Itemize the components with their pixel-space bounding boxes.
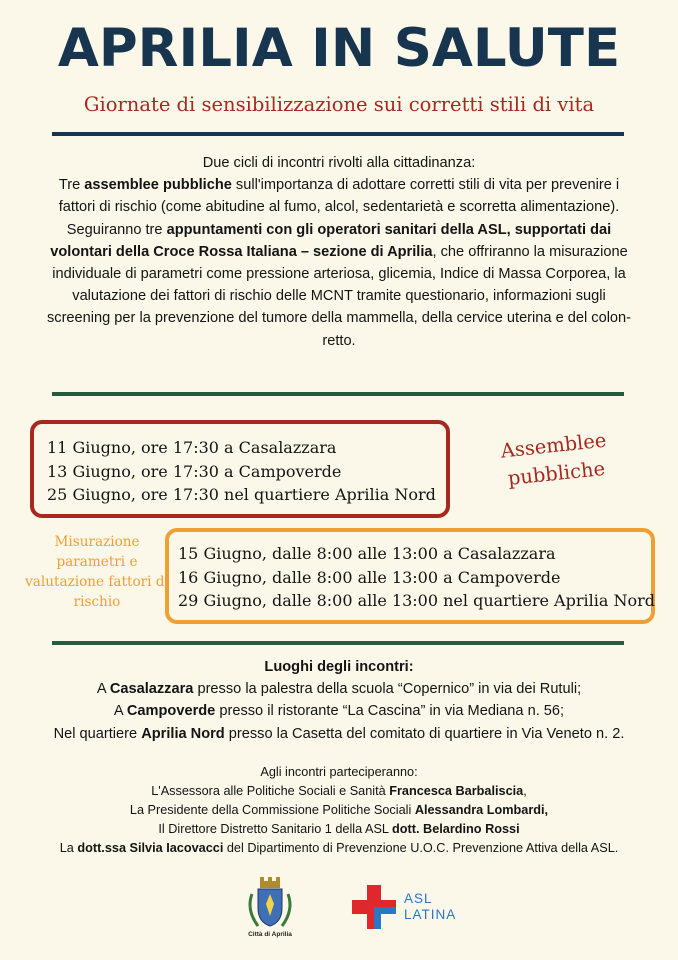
divider-middle: [52, 392, 624, 396]
asl-logo: [352, 885, 472, 929]
city-crest-icon: [244, 876, 296, 932]
intro-assemblies: Tre assemblee pubbliche sull'importanza di adottare corretti stili di vita per prevenire i fattori di rischio (come abitudine al fumo, alcol, sedentarietà e scorretta alimentazione).: [58, 177, 620, 216]
assemblies-label: Assemblee pubbliche: [499, 428, 608, 490]
medical-cross-icon: [352, 885, 396, 929]
guest-item: La dott.ssa Silvia Iacovacci del Dipartimento di Prevenzione U.O.C. Prevenzione Attiva della ASL.: [59, 840, 619, 855]
measurements-box: [165, 528, 655, 624]
guest-item: Il Direttore Distretto Sanitario 1 della ASL dott. Belardino Rossi: [158, 821, 520, 836]
divider-top: [52, 132, 624, 136]
divider-bottom: [52, 641, 624, 645]
intro-appointments: Seguiranno tre appuntamenti con gli operatori sanitari della ASL, supportati dai volontari della Croce Rossa Italiana – sezione di Aprilia, che offriranno la misurazione individuale di parametri come pressione arteriosa, glicemia, Indice di Massa Corporea, la valutazione dei fattori di rischio delle MCNT tramite questionario, informazioni sugli screening per la prevenzione del tumore della mammella, della cervice uterina e del colon-retto.: [46, 221, 632, 349]
guests-intro: Agli incontri parteciperanno:: [260, 765, 418, 779]
place-item: Nel quartiere Aprilia Nord presso la Casetta del comitato di quartiere in Via Veneto n. 2.: [53, 725, 625, 742]
measurement-date: 15 Giugno, dalle 8:00 alle 13:00 a Casalazzara: [178, 544, 556, 563]
place-item: A Casalazzara presso la palestra della scuola “Copernico” in via dei Rutuli;: [96, 681, 582, 698]
intro-text: [40, 152, 638, 352]
assemblies-box: [30, 420, 450, 518]
guest-item: La Presidente della Commissione Politiche Sociali Alessandra Lombardi,: [129, 802, 549, 817]
places-heading: Luoghi degli incontri:: [264, 659, 414, 675]
measurement-date: 16 Giugno, dalle 8:00 alle 13:00 a Campoverde: [178, 567, 561, 587]
assembly-date: 11 Giugno, ore 17:30 a Casalazzara: [47, 438, 337, 457]
page-title: APRILIA IN SALUTE: [57, 18, 621, 79]
page-subtitle: Giornate di sensibilizzazione sui corretti stili di vita: [83, 93, 595, 116]
asl-text: ASL LATINA: [404, 891, 457, 922]
aprilia-logo: [244, 876, 296, 942]
assembly-date: 25 Giugno, ore 17:30 nel quartiere Aprilia Nord: [47, 485, 436, 504]
measurements-label: Misurazione parametri e valutazione fattori di rischio: [25, 534, 169, 610]
measurement-date: 29 Giugno, dalle 8:00 alle 13:00 nel quartiere Aprilia Nord: [178, 591, 655, 610]
guests-section: [0, 763, 678, 858]
place-item: A Campoverde presso il ristorante “La Cascina” in via Mediana n. 56;: [113, 703, 565, 720]
places-section: [0, 656, 678, 745]
aprilia-caption: Città di Aprilia: [248, 931, 292, 938]
assembly-date: 13 Giugno, ore 17:30 a Campoverde: [47, 461, 342, 481]
intro-line: Due cicli di incontri rivolti alla cittadinanza:: [202, 155, 476, 171]
guest-item: L'Assessora alle Politiche Sociali e Sanità Francesca Barbaliscia,: [151, 783, 527, 798]
